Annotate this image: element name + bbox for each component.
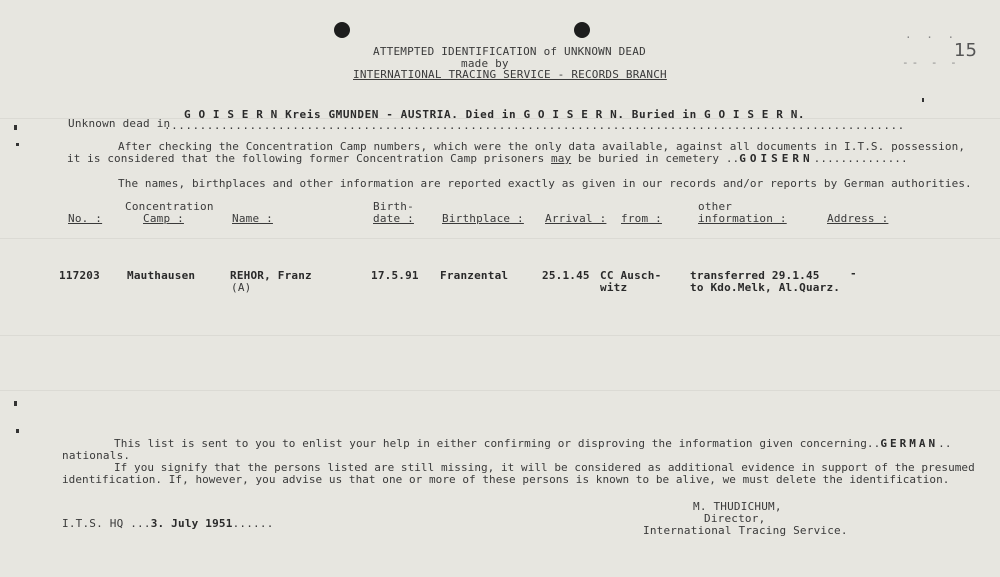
signatory-name: M. THUDICHUM, (693, 500, 782, 513)
cell-camp: Mauthausen (127, 269, 196, 282)
dotted-leader: ........................................................................................................ (164, 119, 905, 132)
paragraph-checking-line2 (67, 152, 908, 165)
header-other: information : (698, 212, 787, 225)
paragraph-text: it is considered that the following former Concentration Camp prisoners (67, 152, 552, 165)
scan-line (0, 238, 1000, 239)
punch-hole (334, 22, 350, 38)
cemetery-name: GOISERN (739, 152, 814, 165)
cell-birthplace: Franzental (440, 269, 509, 282)
speck (14, 401, 17, 406)
speck (16, 429, 19, 433)
cell-other-cont: to Kdo.Melk, Al.Quarz. (690, 281, 841, 294)
dotted-leader: ...... (232, 517, 274, 530)
closing-line1 (114, 437, 952, 450)
header-address: Address : (827, 212, 889, 225)
cell-name: REHOR, Franz (230, 269, 312, 282)
page-number: 15 (954, 40, 977, 61)
dotted-leader: .. (938, 437, 952, 450)
scan-line (0, 390, 1000, 391)
closing-line2: nationals. (62, 449, 131, 462)
scan-line (0, 335, 1000, 336)
cell-birthdate: 17.5.91 (371, 269, 419, 282)
header-camp-top: Concentration (125, 200, 214, 213)
pencil-marks: -- - - (902, 56, 960, 69)
dotted-leader: .............. (813, 152, 908, 165)
may-word: may (551, 152, 572, 165)
its-hq-line (62, 517, 274, 530)
header-subtitle: made by (461, 57, 509, 70)
unknown-dead-location: G O I S E R N Kreis GMUNDEN - AUSTRIA. Died in G O I S E R N. Buried in G O I S E R N. (184, 108, 806, 121)
document-date: 3. July 1951 (150, 517, 233, 530)
signatory-title: Director, (704, 512, 766, 525)
speck (16, 143, 19, 146)
header-birthdate-top: Birth- (373, 200, 414, 213)
header-camp: Camp : (143, 212, 184, 225)
paragraph-text: be buried in cemetery .. (571, 152, 740, 165)
unknown-dead-label: Unknown dead in (68, 117, 171, 130)
header-from: from : (621, 212, 662, 225)
cell-arrival: 25.1.45 (542, 269, 590, 282)
paragraph-checking-line1: After checking the Concentration Camp numbers, which were the only data available, against all documents in I.T.S. possession, (118, 140, 966, 153)
header-arrival: Arrival : (545, 212, 607, 225)
header-organization: INTERNATIONAL TRACING SERVICE - RECORDS BRANCH (353, 68, 667, 81)
cell-other: transferred 29.1.45 (690, 269, 820, 282)
pencil-marks: . . . (905, 28, 959, 41)
nationality: GERMAN (880, 437, 939, 450)
header-title: ATTEMPTED IDENTIFICATION of UNKNOWN DEAD (373, 45, 646, 58)
closing-line4: identification. If, however, you advise us that one or more of these persons is known to be alive, we must delete the identification. (62, 473, 950, 486)
closing-text: This list is sent to you to enlist your help in either confirming or disproving the information given concerning.. (114, 437, 881, 450)
header-no: No. : (68, 212, 103, 225)
cell-no: 117203 (59, 269, 100, 282)
cell-name-mark: (A) (231, 281, 252, 294)
punch-hole (574, 22, 590, 38)
signatory-org: International Tracing Service. (643, 524, 848, 537)
header-birthplace: Birthplace : (442, 212, 524, 225)
speck (922, 98, 924, 102)
header-other-top: other (698, 200, 733, 213)
speck (14, 125, 17, 130)
cell-from: CC Ausch- (600, 269, 662, 282)
its-hq-label: I.T.S. HQ ... (62, 517, 151, 530)
header-name: Name : (232, 212, 273, 225)
cell-from-cont: witz (600, 281, 628, 294)
closing-line3: If you signify that the persons listed are still missing, it will be considered as additional evidence in support of the presumed (114, 461, 975, 474)
header-birthdate: date : (373, 212, 414, 225)
paragraph-records-note: The names, birthplaces and other information are reported exactly as given in our records and/or reports by German authorities. (118, 177, 972, 190)
cell-address: - (850, 267, 857, 280)
